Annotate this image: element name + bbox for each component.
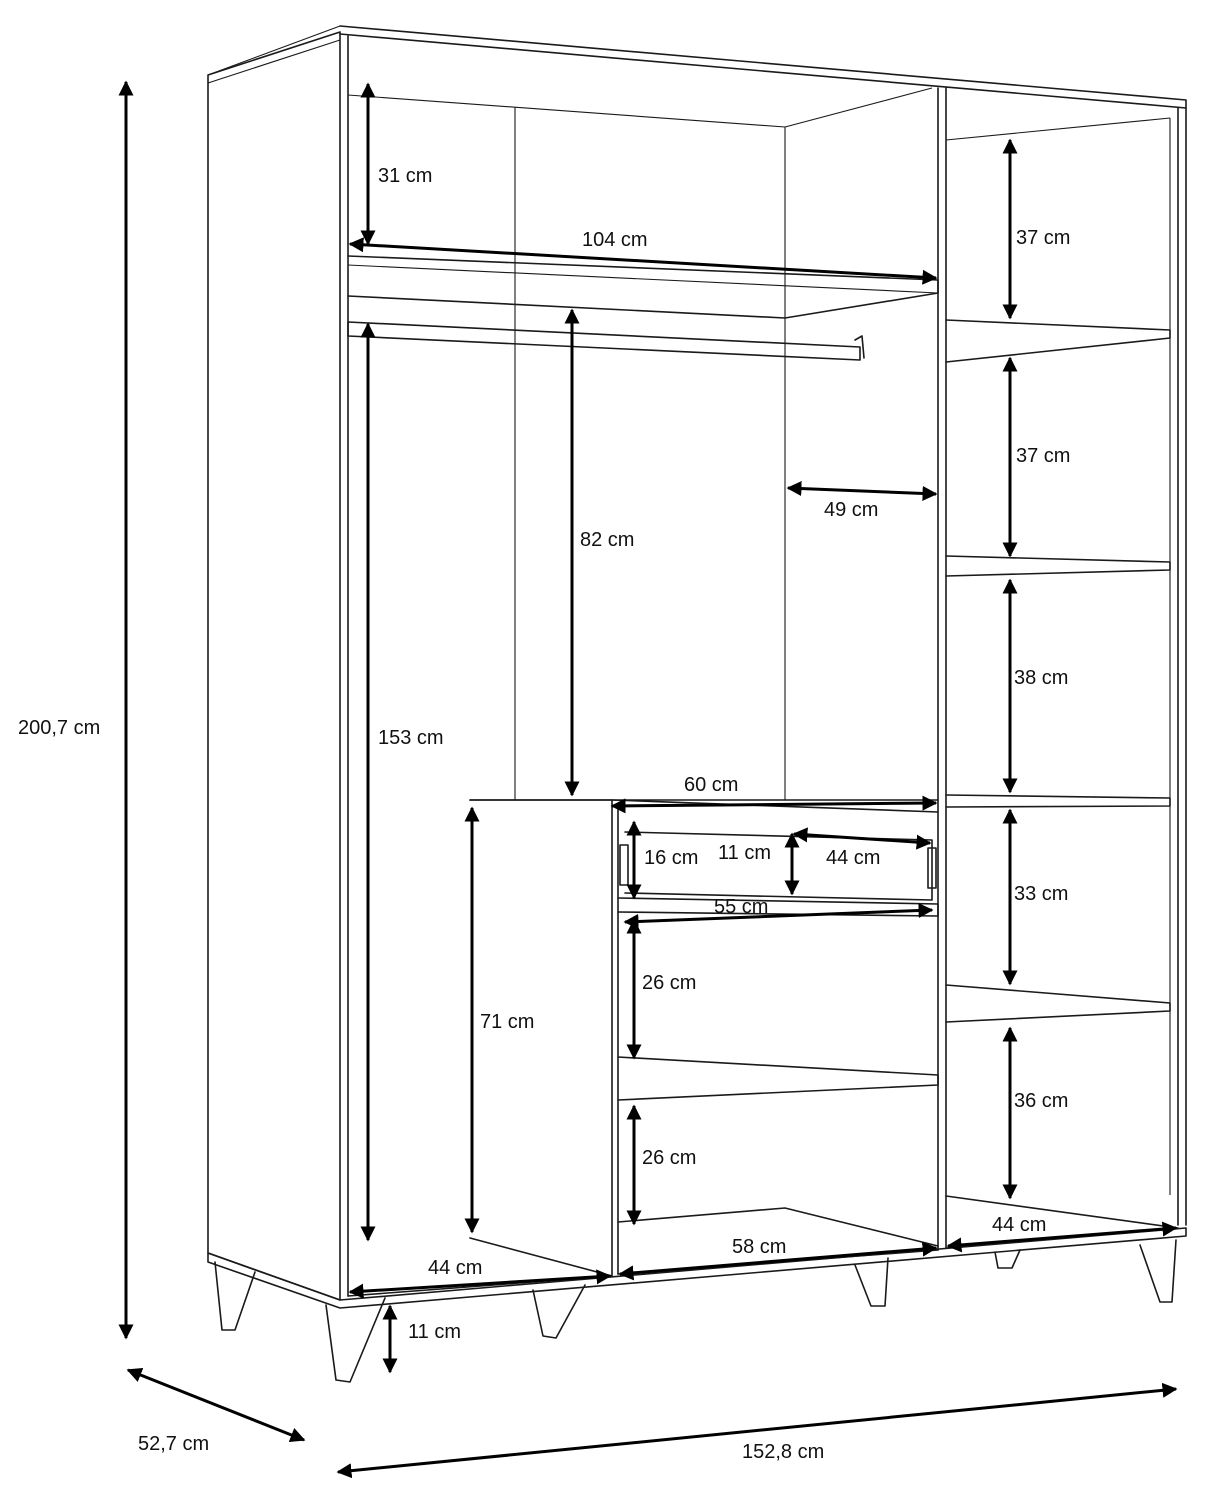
rail-shelf-width-label: 104 cm [582, 229, 648, 251]
middle-shelf-upper-gap-label: 26 cm [642, 972, 697, 994]
left-low-compartment-height-label: 71 cm [480, 1011, 535, 1033]
overall-depth-label: 52,7 cm [138, 1433, 210, 1455]
drawer-depth-label: 44 cm [826, 847, 881, 869]
inner-depth-label: 49 cm [824, 499, 879, 521]
overall-height-label: 200,7 cm [18, 717, 101, 739]
right-shelf-gap-3-label: 38 cm [1014, 667, 1069, 689]
right-bottom-depth-label: 44 cm [992, 1214, 1047, 1236]
right-shelf-gap-2-label: 37 cm [1016, 445, 1071, 467]
right-shelf-gap-5-label: 36 cm [1014, 1090, 1069, 1112]
right-shelf-gap-4-label: 33 cm [1014, 883, 1069, 905]
dimension-labels [18, 165, 1070, 1463]
hanging-height-long-label: 153 cm [378, 727, 444, 749]
drawer-inner-height-label: 11 cm [718, 842, 771, 864]
hanging-height-short-label: 82 cm [580, 529, 635, 551]
drawer-width-label: 55 cm [714, 896, 769, 918]
middle-shelf-lower-gap-label: 26 cm [642, 1147, 697, 1169]
middle-unit-top-width-label: 60 cm [684, 774, 739, 796]
left-bottom-depth-label: 44 cm [428, 1257, 483, 1279]
right-shelf-gap-1-label: 37 cm [1016, 227, 1071, 249]
dimension-lines [126, 82, 1176, 1472]
leg-height-label: 11 cm [408, 1321, 461, 1343]
top-compartment-height-label: 31 cm [378, 165, 433, 187]
middle-bottom-width-label: 58 cm [732, 1236, 787, 1258]
drawer-height-label: 16 cm [644, 847, 699, 869]
overall-width-label: 152,8 cm [742, 1441, 825, 1463]
